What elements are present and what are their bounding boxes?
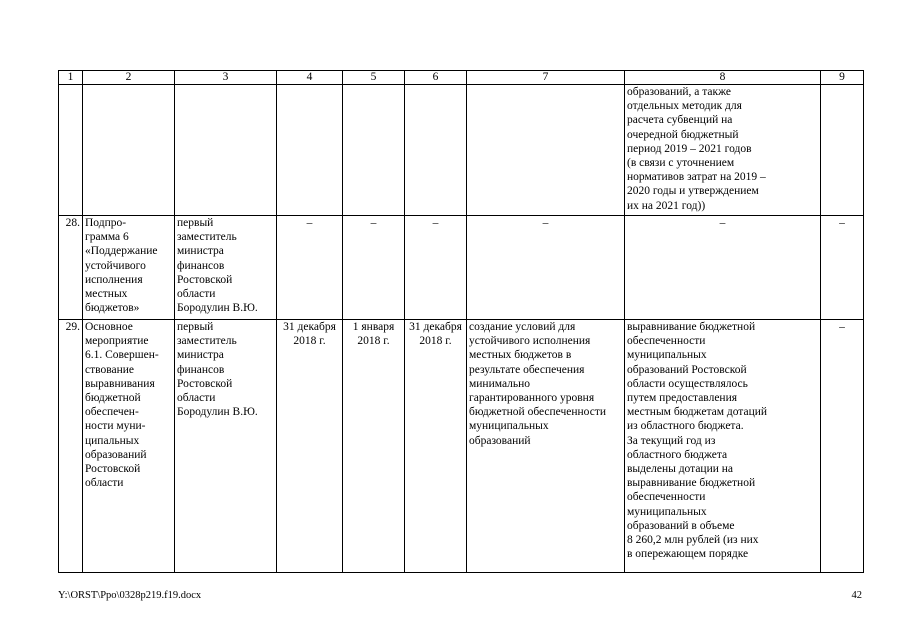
reason-cell: –	[821, 216, 864, 320]
actual-end-date-cell: –	[405, 216, 467, 320]
table-cell	[83, 85, 175, 216]
measure-name-cell: Подпро- грамма 6 «Поддержание устойчивого исполнения местных бюджетов»	[83, 216, 175, 320]
column-number: 5	[343, 71, 405, 85]
reason-cell: –	[821, 320, 864, 573]
table-cell	[821, 85, 864, 216]
actual-start-date-cell: 1 января 2018 г.	[343, 320, 405, 573]
column-number: 9	[821, 71, 864, 85]
responsible-cell: первый заместитель министра финансов Ростовской области Бородулин В.Ю.	[175, 216, 277, 320]
actual-start-date-cell: –	[343, 216, 405, 320]
column-number: 8	[625, 71, 821, 85]
column-number: 7	[467, 71, 625, 85]
planned-end-date-cell: –	[277, 216, 343, 320]
row-number: 29.	[59, 320, 83, 573]
report-table	[58, 70, 864, 573]
table-cell	[343, 85, 405, 216]
column-number: 4	[277, 71, 343, 85]
column-number: 3	[175, 71, 277, 85]
row-number: 28.	[59, 216, 83, 320]
document-path: Y:\ORST\Ppo\0328p219.f19.docx	[58, 590, 202, 601]
actual-result-cell: –	[625, 216, 821, 320]
planned-result-cell: –	[467, 216, 625, 320]
planned-result-cell: создание условий для устойчивого исполнения местных бюджетов в результате обеспечения минимально гарантированного уровня бюджетной обеспеченности муниципальных образований	[467, 320, 625, 573]
table-cell	[277, 85, 343, 216]
column-number: 2	[83, 71, 175, 85]
planned-end-date-cell: 31 декабря 2018 г.	[277, 320, 343, 573]
column-number: 6	[405, 71, 467, 85]
responsible-cell: первый заместитель министра финансов Ростовской области Бородулин В.Ю.	[175, 320, 277, 573]
measure-name-cell: Основное мероприятие 6.1. Совершен- ствование выравнивания бюджетной обеспечен- ности муни- ципальных образований Ростовской области	[83, 320, 175, 573]
result-cell: образований, а также отдельных методик для расчета субвенций на очередной бюджетный период 2019 – 2021 годов (в связи с уточнением нормативов затрат на 2019 – 2020 годы и утверждением их на 2021 год))	[625, 85, 821, 216]
table-cell	[467, 85, 625, 216]
table-cell	[175, 85, 277, 216]
table-row-continuation	[59, 85, 864, 216]
actual-end-date-cell: 31 декабря 2018 г.	[405, 320, 467, 573]
actual-result-cell: выравнивание бюджетной обеспеченности муниципальных образований Ростовской области осуществлялось путем предоставления местным бюджетам дотаций из областного бюджета. За текущий год из областного бюджета выделены дотации на выравнивание бюджетной обеспеченности муниципальных образований в объеме 8 260,2 млн рублей (из них в опережающем порядке	[625, 320, 821, 573]
table-cell	[405, 85, 467, 216]
table-row-28	[59, 216, 864, 320]
page-number: 42	[851, 590, 862, 601]
table-row-29	[59, 320, 864, 573]
column-number: 1	[59, 71, 83, 85]
column-number-row	[59, 71, 864, 85]
table-cell	[59, 85, 83, 216]
